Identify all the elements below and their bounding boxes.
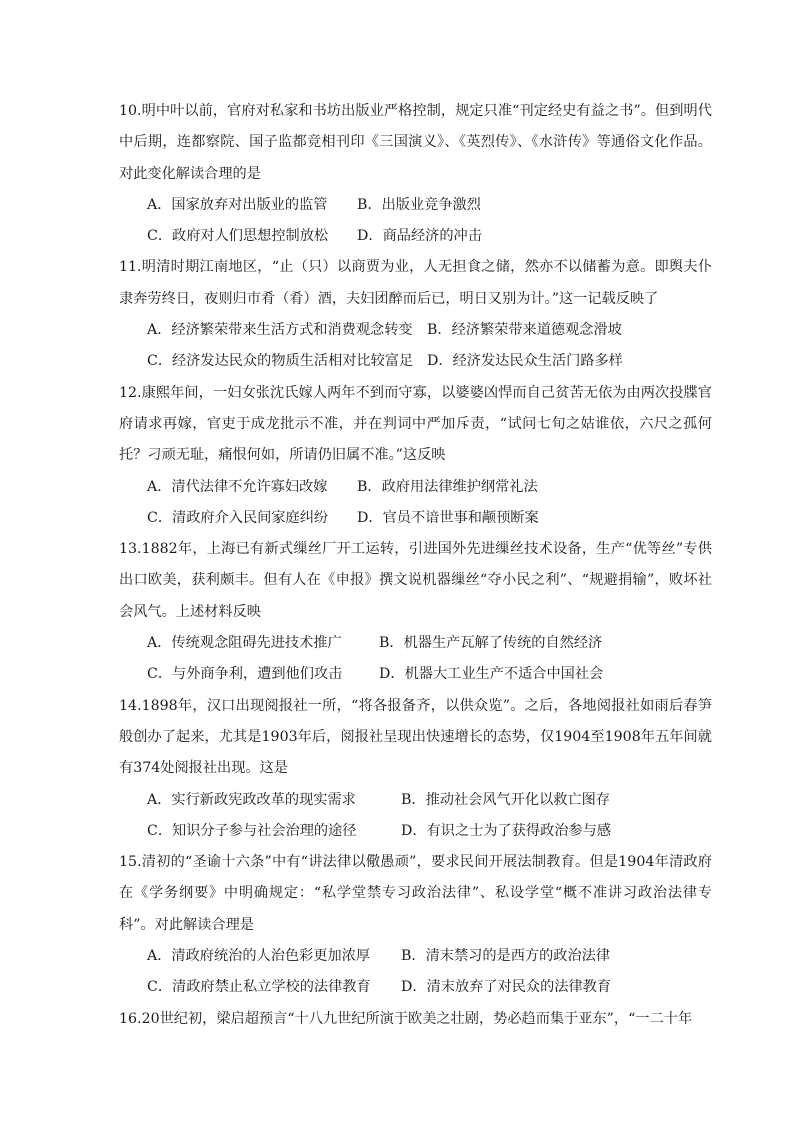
option-row [119, 941, 712, 972]
option-c[interactable]: C．清政府禁止私立学校的法律教育 [147, 979, 371, 996]
option-d[interactable]: D．官员不谙世事和颟顸断案 [357, 509, 539, 526]
option-d[interactable]: D．清末放弃了对民众的法律教育 [401, 979, 612, 996]
option-d[interactable]: D．有识之士为了获得政治参与感 [401, 822, 612, 839]
option-d[interactable]: D．经济发达民众生活门路多样 [427, 353, 623, 370]
option-row [119, 190, 712, 221]
question-12 [119, 378, 712, 534]
question-10 [119, 96, 712, 252]
option-row [119, 659, 712, 690]
question-16 [119, 1004, 712, 1035]
question-stem: 12.康熙年间，一妇女张沈氏嫁人两年不到而守寡，以婆婆凶悍而自己贫苦无依为由两次投牒官府请求再嫁，官吏于成龙批示不准，并在判词中严加斥责，“试问七旬之姑谁依，六尺之孤何托？刁顽无耻，痛恨何如，所请仍旧属不准。”这反映 [119, 384, 712, 464]
option-row [119, 221, 712, 252]
question-stem: 16.20世纪初，梁启超预言“十八九世纪所演于欧美之壮剧，势必趋而集于亚东”，“一二十年 [119, 1010, 693, 1027]
option-a[interactable]: A．经济繁荣带来生活方式和消费观念转变 [147, 322, 413, 339]
option-a[interactable]: A．清代法律不允许寡妇改嫁 [147, 478, 328, 495]
question-stem: 15.清初的“圣谕十六条”中有“讲法律以儆愚顽”，要求民间开展法制教育。但是1904年清政府在《学务纲要》中明确规定：“私学堂禁专习政治法律”、私设学堂“概不准讲习政治法律专科”。对此解读合理是 [119, 854, 712, 933]
option-row [119, 785, 712, 816]
option-a[interactable]: A．清政府统治的人治色彩更加浓厚 [147, 948, 371, 965]
option-row [119, 503, 712, 534]
question-13 [119, 534, 712, 690]
option-row [119, 346, 712, 377]
option-b[interactable]: B．推动社会风气开化以救亡图存 [401, 791, 611, 808]
option-c[interactable]: C．清政府介入民间家庭纠纷 [147, 509, 329, 526]
option-b[interactable]: B．出版业竞争激烈 [357, 196, 481, 213]
option-c[interactable]: C．经济发达民众的物质生活相对比较富足 [147, 353, 414, 370]
option-c[interactable]: C．政府对人们思想控制放松 [147, 228, 329, 245]
question-stem: 10.明中叶以前，官府对私家和书坊出版业严格控制，规定只准“刊定经史有益之书”。但到明代中后期，连都察院、国子监都竞相刊印《三国演义》、《英烈传》、《水浒传》等通俗文化作品。对此变化解读合理的是 [119, 103, 712, 182]
option-row [119, 315, 712, 346]
option-b[interactable]: B．经济繁荣带来道德观念滑坡 [427, 322, 622, 339]
question-15 [119, 847, 712, 1003]
option-row [119, 472, 712, 503]
option-b[interactable]: B．机器生产瓦解了传统的自然经济 [379, 635, 603, 652]
option-a[interactable]: A．传统观念阻碍先进技术推广 [147, 635, 342, 652]
question-stem: 13.1882年，上海已有新式缫丝厂开工运转，引进国外先进缫丝技术设备，生产“优等丝”专供出口欧美，获利颇丰。但有人在《申报》撰文说机器缫丝“夺小民之利”、“规避捐输”，败坏社会风气。上述材料反映 [119, 541, 712, 620]
question-stem: 11.明清时期江南地区，“止（只）以商贾为业，人无担食之储，然亦不以储蓄为意。即舆夫仆隶奔劳终日，夜则归市肴（肴）酒，夫妇团醉而后已，明日又别为计。”这一记载反映了 [119, 259, 712, 307]
option-row [119, 972, 712, 1003]
option-b[interactable]: B．清末禁习的是西方的政治法律 [401, 948, 611, 965]
option-c[interactable]: C．与外商争利，遭到他们攻击 [147, 666, 343, 683]
question-stem: 14.1898年，汉口出现阅报社一所，“将各报备齐，以供众览”。之后，各地阅报社如雨后春笋般创办了起来，尤其是1903年后，阅报社呈现出快速增长的态势，仅1904至1908年五年间就有374处阅报社出现。这是 [119, 697, 712, 777]
option-b[interactable]: B．政府用法律维护纲常礼法 [357, 478, 538, 495]
question-14 [119, 691, 712, 847]
option-row [119, 628, 712, 659]
option-d[interactable]: D．商品经济的冲击 [357, 228, 482, 245]
option-a[interactable]: A．实行新政宪政改革的现实需求 [147, 791, 356, 808]
option-d[interactable]: D．机器大工业生产不适合中国社会 [379, 666, 604, 683]
question-11 [119, 252, 712, 377]
option-c[interactable]: C．知识分子参与社会治理的途径 [147, 822, 357, 839]
option-a[interactable]: A．国家放弃对出版业的监管 [147, 196, 328, 213]
option-row [119, 816, 712, 847]
